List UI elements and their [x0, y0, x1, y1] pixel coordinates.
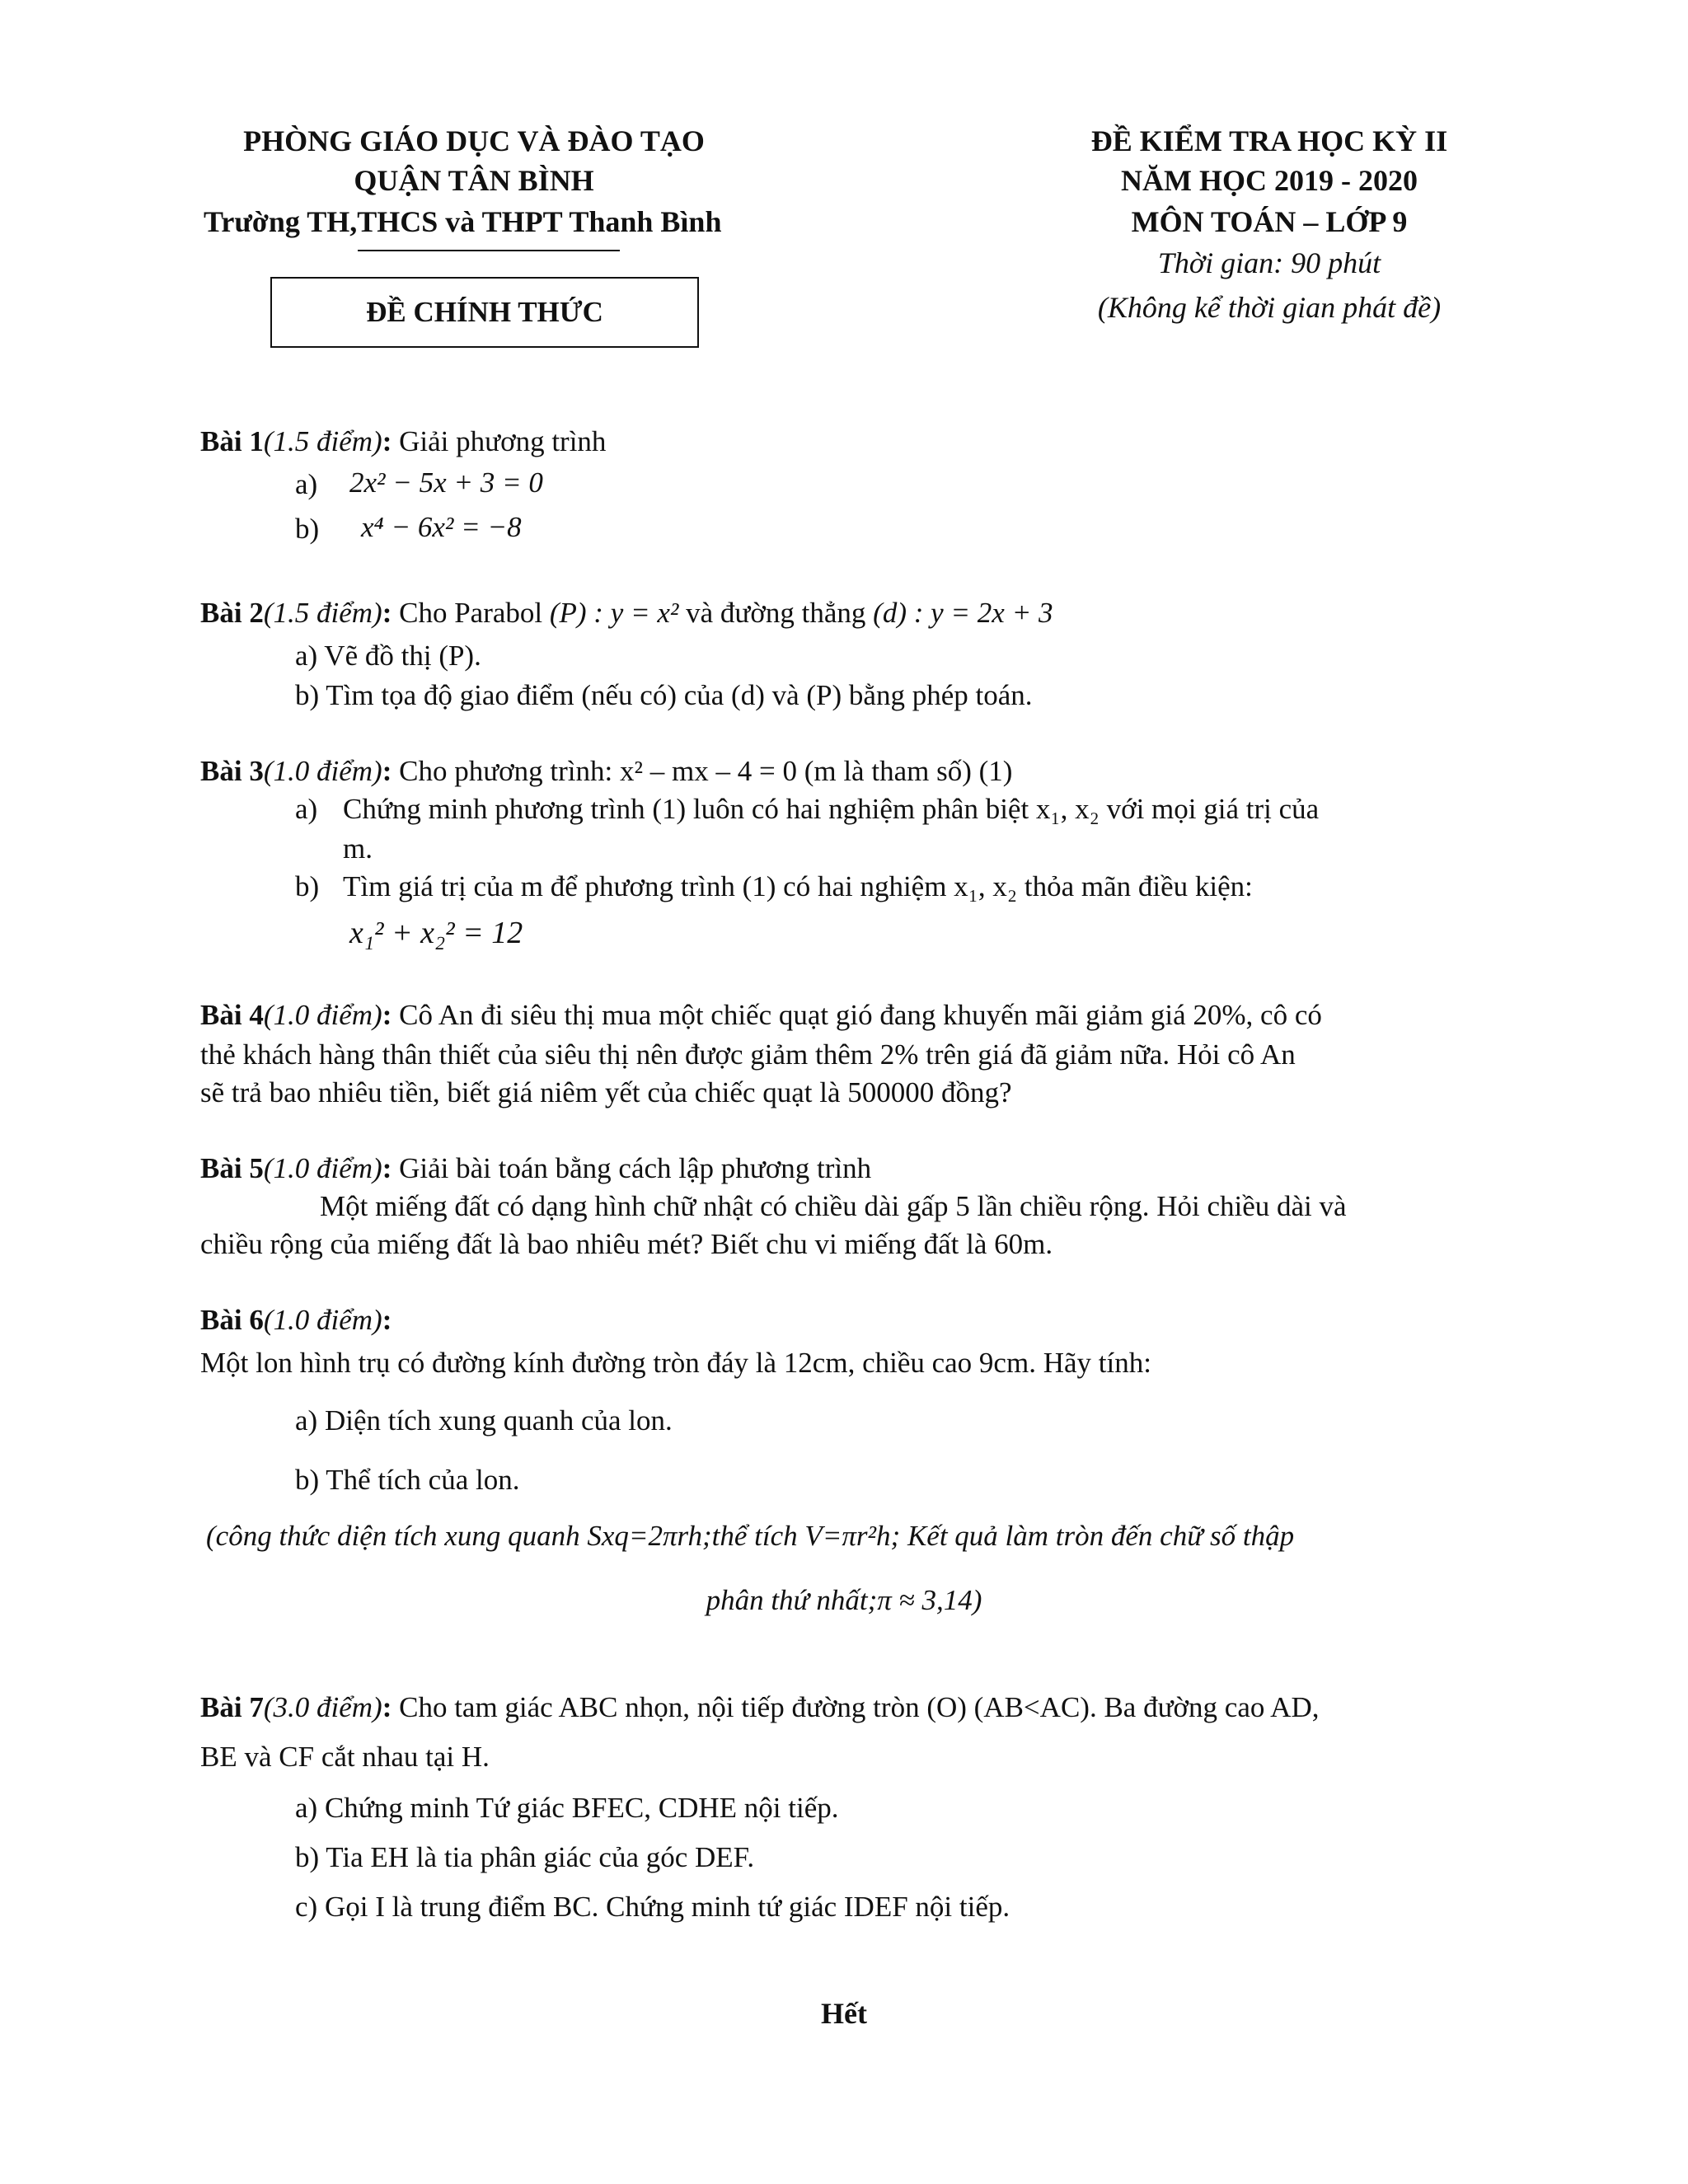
department-name: PHÒNG GIÁO DỤC VÀ ĐÀO TẠO — [243, 124, 705, 157]
bai1-b-label: b) — [295, 513, 320, 545]
school-name: Trường TH,THCS và THPT Thanh Bình — [204, 205, 722, 238]
bai6-b: b) Thể tích của lon. — [295, 1464, 520, 1496]
bai1-heading: Bài 1(1.5 điểm): Giải phương trình — [200, 425, 607, 457]
bai1-b-equation: x⁴ − 6x² = −8 — [361, 511, 522, 543]
bai2-heading: Bài 2(1.5 điểm): Cho Parabol (P) : y = x² và đường thẳng (d) : y = 2x + 3 — [200, 597, 1053, 629]
bai3-a-text-cont: m. — [343, 832, 373, 865]
bai6-a: a) Diện tích xung quanh của lon. — [295, 1404, 673, 1436]
official-label: ĐỀ CHÍNH THỨC — [366, 296, 603, 328]
exam-title: ĐỀ KIỂM TRA HỌC KỲ II — [1090, 124, 1448, 157]
bai7-c: c) Gọi I là trung điểm BC. Chứng minh tứ giác IDEF nội tiếp. — [295, 1891, 1010, 1923]
subject: MÔN TOÁN – LỚP 9 — [1131, 205, 1408, 238]
bai4-line3: sẽ trả bao nhiêu tiền, biết giá niêm yết của chiếc quạt là 500000 đồng? — [200, 1076, 1012, 1108]
bai7-line1: Bài 7(3.0 điểm): Cho tam giác ABC nhọn, nội tiếp đường tròn (O) (AB<AC). Ba đường cao AD, — [200, 1691, 1320, 1723]
bai7-a: a) Chứng minh Tứ giác BFEC, CDHE nội tiếp. — [295, 1792, 839, 1824]
bai2-b: b) Tìm tọa độ giao điểm (nếu có) của (d) và (P) bằng phép toán. — [295, 679, 1033, 711]
time-limit: Thời gian: 90 phút — [1157, 246, 1381, 279]
bai5-line2: chiều rộng của miếng đất là bao nhiêu mét? Biết chu vi miếng đất là 60m. — [200, 1228, 1053, 1260]
time-note: (Không kể thời gian phát đề) — [1097, 291, 1442, 324]
bai7-line2: BE và CF cắt nhau tại H. — [200, 1741, 490, 1773]
bai1-a-label: a) — [295, 468, 318, 500]
bai6-formula-note: (công thức diện tích xung quanh Sxq=2πrh;thể tích V=πr²h; Kết quả làm tròn đến chữ số thập — [206, 1520, 1295, 1552]
bai6-formula-note-cont: phân thứ nhất;π ≈ 3,14) — [706, 1584, 982, 1616]
bai5-heading: Bài 5(1.0 điểm): Giải bài toán bằng cách lập phương trình — [200, 1152, 872, 1184]
bai4-line1: Bài 4(1.0 điểm): Cô An đi siêu thị mua một chiếc quạt gió đang khuyến mãi giảm giá 20%, cô có — [200, 999, 1322, 1031]
district-name: QUẬN TÂN BÌNH — [354, 164, 594, 197]
bai6-line1: Một lon hình trụ có đường kính đường tròn đáy là 12cm, chiều cao 9cm. Hãy tính: — [200, 1347, 1151, 1379]
school-underline — [358, 250, 620, 251]
bai3-b-text: Tìm giá trị của m để phương trình (1) có hai nghiệm x₁, x₂ thỏa mãn điều kiện: — [343, 870, 1253, 902]
bai3-heading: Bài 3(1.0 điểm): Cho phương trình: x² – mx – 4 = 0 (m là tham số) (1) — [200, 755, 1013, 787]
bai3-b-equation: x₁² + x₂² = 12 — [349, 916, 523, 950]
official-box — [270, 277, 699, 348]
end-mark: Hết — [821, 1997, 867, 2030]
bai4-line2: thẻ khách hàng thân thiết của siêu thị nên được giảm thêm 2% trên giá đã giảm nữa. Hỏi cô An — [200, 1038, 1296, 1071]
bai7-b: b) Tia EH là tia phân giác của góc DEF. — [295, 1841, 755, 1873]
bai1-a-equation: 2x² − 5x + 3 = 0 — [349, 466, 543, 499]
bai3-a-label: a) — [295, 793, 318, 825]
bai2-a: a) Vẽ đồ thị (P). — [295, 640, 481, 672]
bai3-b-label: b) — [295, 870, 320, 902]
bai5-line1: Một miếng đất có dạng hình chữ nhật có chiều dài gấp 5 lần chiều rộng. Hỏi chiều dài và — [320, 1190, 1347, 1222]
school-year: NĂM HỌC 2019 - 2020 — [1121, 164, 1418, 197]
bai6-heading: Bài 6(1.0 điểm): — [200, 1304, 392, 1336]
bai3-a-text: Chứng minh phương trình (1) luôn có hai nghiệm phân biệt x₁, x₂ với mọi giá trị của — [343, 793, 1320, 825]
